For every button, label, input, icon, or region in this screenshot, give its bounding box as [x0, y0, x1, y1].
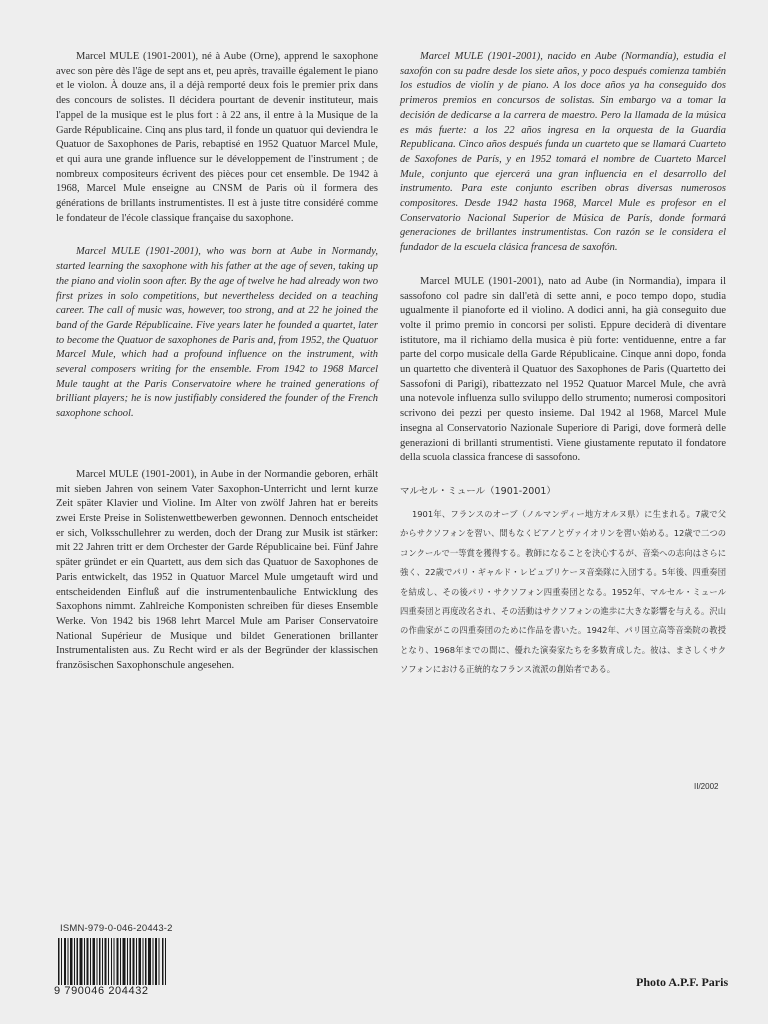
biography-italian: Marcel MULE (1901-2001), nato ad Aube (in Normandia), impara il sassofono col padre sin dall'età di sette anni, e poco tempo dopo, studia ugualmente il pianoforte ed il violino. A dodici anni, ha già conseguito due volte il primo premio in concorsi per solisti. Eppure deciderà di diventare istitutore, ma il richiamo della musica è più forte: ventiduenne, entre a far parte del corpo musicale della Garde Républicaine. Cinque anni dopo, fonda un quartetto che diventerà il Quatuor des Saxophones de Paris (Quartetto dei Sassofoni di Parigi), ribattezzato nel 1952 Quatuor Marcel Mule, che avrà una notevole influenza sullo sviluppo dello strumento; numerosi compositori scrivono dei pezzi per questo insieme. Dal 1942 al 1968, Marcel Mule insegna al Conservatorio Nazionale Superiore di Parigi, dove formerà delle generazioni di brillanti strumentisti. Viene giustamente reputato il fondatore della scuola classica francese di sassofono. — [400, 275, 726, 464]
biography-japanese: 1901年、フランスのオーブ（ノルマンディー地方オルヌ県）に生まれる。7歳で父からサクソフォンを習い、間もなくピアノとヴァイオリンを習い始める。12歳で二つのコンクールで一等賞を獲得する。教師になることを決心するが、音楽への志向はさらに強く、22歳でパリ・ギャルド・レピュブリケーヌ音楽隊に入団する。5年後、四重奏団を結成し、その後パリ・サクソフォン四重奏団となる。1952年、マルセル・ミュール四重奏団と再度改名され、その活動はサクソフォンの進歩に大きな影響を与える。沢山の作曲家がこの四重奏団のために作品を書いた。1942年、パリ国立高等音楽院の教授となり、1968年までの間に、優れた演奏家たちを多数育成した。彼は、まさしくサクソフォンにおける正統的なフランス流派の創始者である。 — [400, 508, 726, 675]
right-column — [400, 50, 726, 680]
biography-japanese-title: マルセル・ミュール（1901-2001） — [400, 485, 556, 497]
biography-spanish: Marcel MULE (1901-2001), nacido en Aube (Normandía), estudia el saxofón con su padre desde los siete años, y poco después comienza también los estudios de violín y de piano. A los doce años ya ha conseguido dos primeros premios en concursos de solistas. Sin embargo va a tomar la decisión de dedicarse a la carrera de maestro. Pero la llamada de la música es más fuerte: a los 22 años ingresa en la orquesta de la Guardia Republicana. Cinco años después funda un cuarteto que se llamará Cuarteto de Saxofones de París, y en 1952 tomará el nombre de Cuarteto Marcel Mule, conjunto que ejercerá una gran influencia en el desarrollo del instrumento. Para este conjunto escriben obras diversas numerosos compositores. Desde 1942 hasta 1968, Marcel Mule es profesor en el Conservatorio Nacional Superior de Música de París, donde formará generaciones de brillantes instrumentistas. Con razón se le considera el fundador de la escuela clásica francesa de saxofón. — [400, 51, 726, 254]
biography-english: Marcel MULE (1901-2001), who was born at Aube in Normandy, started learning the saxophone with his father at the age of seven, taking up the piano and violin soon after. By the age of twelve he had already won two first prizes in solo competitions, but nevertheless decided on a teaching career. The call of music was, however, too strong, and at 22 he joined the band of the Garde Républicaine. Five years later he founded a quartet, later to become the Quatuor de saxophones de Paris and, from 1952, the Quatuor Marcel Mule, which had a profound influence on the instrument, with several composers writing for the ensemble. From 1942 to 1968 Marcel Mule taught at the Paris Conservatoire where he trained generations of brilliant players; he is now justifiably considered the founder of the French saxophone school. — [56, 246, 378, 420]
ismn-number: ISMN-979-0-046-20443-2 — [60, 923, 173, 934]
edition-code: II/2002 — [694, 782, 719, 791]
barcode-image — [58, 938, 168, 992]
left-column — [56, 50, 378, 674]
barcode-number: 9 790046 204432 — [54, 985, 172, 997]
biography-german: Marcel MULE (1901-2001), in Aube in der Normandie geboren, erhält mit sieben Jahren von seinem Vater Saxophon-Unterricht und lernt kurze Zeit später Klavier und Violine. Im Alter von zwölf Jahren hat er bereits zwei Erste Preise in Solistenwettbewerben gewonnen. Dennoch entscheidet er sich, Volksschullehrer zu werden, doch der Drang zur Musik ist stärker: mit 22 Jahren tritt er dem Orchester der Garde Républicaine bei. Fünf Jahre später gründet er ein Quartett, aus dem sich das Quatuor de Saxophones de Paris entwickelt, das 1952 in Quatuor Marcel Mule umgetauft wird und entscheidenden Einfluß auf die instrumentenbauliche Entwicklung des Saxophons nimmt. Zahlreiche Komponisten schreiben für dieses Ensemble Werke. Von 1942 bis 1968 lehrt Marcel Mule am Pariser Conservatoire National Supérieur de Musique und bildet Generationen brillanter Instrumentalisten aus. Zu Recht wird er als der Begründer der klassischen französischen Saxophonschule angesehen. — [56, 468, 378, 672]
biography-french: Marcel MULE (1901-2001), né à Aube (Orne), apprend le saxophone avec son père dès l'âge de sept ans et, peu après, travaille également le piano et le violon. À douze ans, il a déjà remporté deux fois le premier prix dans des concours de solistes. Il décidera pourtant de devenir instituteur, mais l'appel de la musique est le plus fort : à 22 ans, il entre à la Musique de la Garde Républicaine. Cinq ans plus tard, il fonde un quatuor qui deviendra le Quatuor de Saxophones de Paris, rebaptisé en 1952 Quatuor Marcel Mule, et qui aura une grande influence sur le développement de l'instrument ; de nombreux compositeurs écrivent des pièces pour cet ensemble. De 1942 à 1968, Marcel Mule enseigne au CNSM de Paris où il formera des générations de brillants instrumentistes. Il est à juste titre considéré comme le fondateur de l'école classique française du saxophone. — [56, 51, 378, 224]
photo-credit: Photo A.P.F. Paris — [636, 975, 729, 989]
